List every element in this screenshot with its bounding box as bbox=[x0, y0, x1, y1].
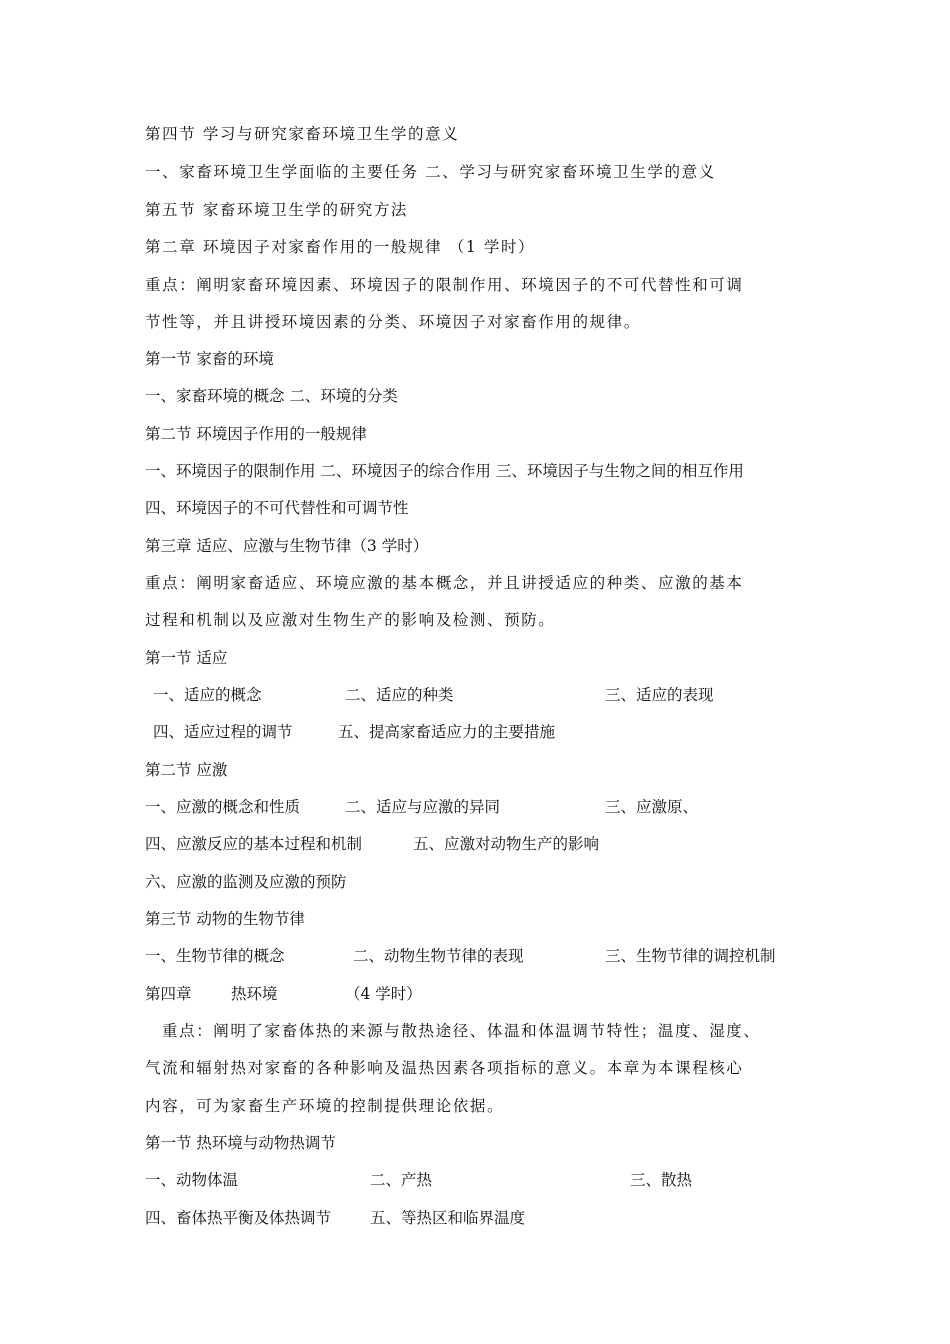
section-heading: 第一节 家畜的环境 bbox=[145, 350, 274, 368]
outline-item: 五、应激对动物生产的影响 bbox=[413, 835, 600, 853]
chapter-title: 热环境 bbox=[231, 985, 278, 1003]
section-heading: 第一节 热环境与动物热调节 bbox=[145, 1134, 336, 1152]
outline-line: 六、应激的监测及应激的预防 bbox=[145, 873, 347, 891]
chapter-number: 第四章 bbox=[145, 985, 192, 1003]
outline-item: 一、动物体温 bbox=[145, 1171, 239, 1189]
section-heading: 第一节 适应 bbox=[145, 649, 228, 667]
section-heading: 第三节 动物的生物节律 bbox=[145, 910, 305, 928]
key-points: 重点：阐明家畜环境因素、环境因子的限制作用、环境因子的不可代替性和可调 bbox=[145, 276, 744, 294]
key-points: 重点：阐明了家畜体热的来源与散热途径、体温和体温调节特性；温度、湿度、 bbox=[162, 1022, 761, 1040]
section-heading: 第五节 家畜环境卫生学的研究方法 bbox=[145, 201, 409, 219]
chapter-heading: 第二章 环境因子对家畜作用的一般规律 （1 学时） bbox=[145, 238, 536, 256]
outline-item: 四、应激反应的基本过程和机制 bbox=[145, 835, 363, 853]
outline-item: 三、生物节律的调控机制 bbox=[605, 947, 776, 965]
outline-item: 五、等热区和临界温度 bbox=[370, 1209, 526, 1227]
outline-line: 四、环境因子的不可代替性和可调节性 bbox=[145, 499, 409, 517]
outline-item: 三、适应的表现 bbox=[605, 686, 714, 704]
key-points-cont: 节性等，并且讲授环境因素的分类、环境因子对家畜作用的规律。 bbox=[145, 313, 641, 331]
outline-line: 一、家畜环境卫生学面临的主要任务 二、学习与研究家畜环境卫生学的意义 bbox=[145, 163, 716, 181]
outline-item: 二、适应与应激的异同 bbox=[345, 798, 501, 816]
outline-item: 四、适应过程的调节 bbox=[153, 723, 293, 741]
section-heading: 第四节 学习与研究家畜环境卫生学的意义 bbox=[145, 125, 460, 143]
chapter-heading: 第三章 适应、应激与生物节律（3 学时） bbox=[145, 537, 429, 555]
outline-item: 二、适应的种类 bbox=[345, 686, 454, 704]
section-heading: 第二节 应激 bbox=[145, 761, 228, 779]
outline-item: 四、畜体热平衡及体热调节 bbox=[145, 1209, 332, 1227]
outline-item: 一、应激的概念和性质 bbox=[145, 798, 301, 816]
outline-item: 三、应激原、 bbox=[605, 798, 699, 816]
outline-item: 二、动物生物节律的表现 bbox=[353, 947, 524, 965]
outline-item: 一、生物节律的概念 bbox=[145, 947, 285, 965]
key-points: 重点：阐明家畜适应、环境应激的基本概念，并且讲授适应的种类、应激的基本 bbox=[145, 574, 744, 592]
key-points-cont: 气流和辐射热对家畜的各种影响及温热因素各项指标的意义。本章为本课程核心 bbox=[145, 1059, 744, 1077]
section-heading: 第二节 环境因子作用的一般规律 bbox=[145, 425, 367, 443]
outline-item: 二、产热 bbox=[370, 1171, 433, 1189]
outline-item: 五、提高家畜适应力的主要措施 bbox=[338, 723, 556, 741]
outline-line: 一、环境因子的限制作用 二、环境因子的综合作用 三、环境因子与生物之间的相互作用 bbox=[145, 462, 744, 480]
key-points-cont: 内容，可为家畜生产环境的控制提供理论依据。 bbox=[145, 1097, 505, 1115]
outline-item: 三、散热 bbox=[630, 1171, 693, 1189]
key-points-cont: 过程和机制以及应激对生物生产的影响及检测、预防。 bbox=[145, 611, 556, 629]
outline-item: 一、适应的概念 bbox=[153, 686, 262, 704]
outline-line: 一、家畜环境的概念 二、环境的分类 bbox=[145, 387, 398, 405]
chapter-hours: （4 学时） bbox=[345, 985, 422, 1003]
